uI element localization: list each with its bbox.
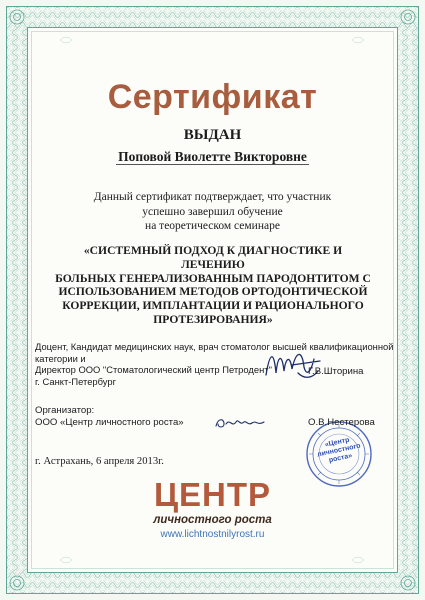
stamp-text: «Центр личностного роста» (316, 436, 362, 465)
confirmation-line: Данный сертификат подтверждает, что участник (93, 191, 332, 203)
lecturer-line: категории и (35, 352, 86, 364)
lecturer-line: Директор ООО "Стоматологический центр Петродент" (35, 364, 272, 376)
lecturer-line: г. Санкт-Петербург (35, 375, 117, 387)
confirmation-text (0, 190, 425, 234)
course-title-line: КОРРЕКЦИИ, ИМПЛАНТАЦИИ И РАЦИОНАЛЬНОГО (62, 299, 364, 313)
course-title-line: ИСПОЛЬЗОВАНИЕМ МЕТОДОВ ОРТОДОНТИЧЕСКОЙ (58, 285, 368, 299)
course-title-line: «СИСТЕМНЫЙ ПОДХОД К ДИАГНОСТИКЕ И ЛЕЧЕНИЮ (83, 244, 343, 271)
course-title-line: БОЛЬНЫХ ГЕНЕРАЛИЗОВАННЫМ ПАРОДОНТИТОМ С (55, 271, 371, 285)
website-link[interactable]: www.lichtnostnilyrost.ru (160, 529, 265, 540)
recipient-name-text: Поповой Виолетте Викторовне (118, 149, 307, 164)
certificate-title: Сертификат (107, 78, 318, 116)
lecturer-signer: Г.В.Шторина (308, 366, 364, 377)
lecturer-signature (262, 345, 324, 385)
issued-label: ВЫДАН (183, 127, 242, 143)
city-date: г. Астрахань, 6 апреля 2013г. (35, 456, 164, 467)
confirmation-line: успешно завершил обучение (142, 205, 283, 218)
organizer-block (35, 405, 184, 429)
course-title (52, 244, 374, 327)
recipient-name (0, 149, 425, 165)
logo-center: ЦЕНТР (153, 476, 272, 513)
lecturer-block (35, 341, 394, 387)
confirmation-line: на теоретическом семинаре (145, 220, 280, 232)
organizer-signer: О.В.Нестерова (308, 417, 375, 428)
organizer-signature (212, 414, 268, 432)
lecturer-line: Доцент, Кандидат медицинских наук, врач стоматолог высшей квалификационной (35, 341, 394, 352)
organizer-name: ООО «Центр личностного роста» (35, 417, 184, 428)
organizer-label: Организатор: (35, 405, 95, 416)
course-title-line: ПРОТЕЗИРОВАНИЯ» (153, 312, 273, 326)
logo-tagline: личностного роста (153, 514, 272, 526)
